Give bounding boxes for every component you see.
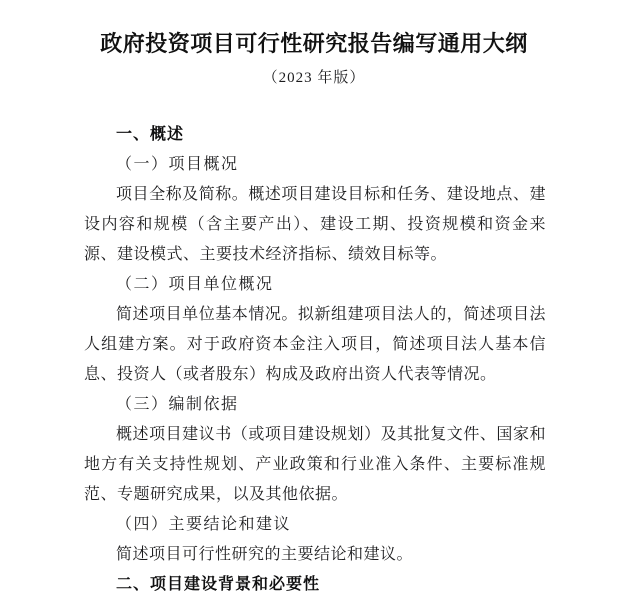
document-title: 政府投资项目可行性研究报告编写通用大纲: [100, 31, 528, 56]
subsection-heading-1-2: （二）项目单位概况: [116, 276, 274, 293]
document-body: [84, 120, 546, 592]
document-subtitle: （2023 年版）: [262, 70, 366, 86]
section-heading-1: 一、概述: [116, 126, 185, 143]
paragraph-1-2: 简述项目单位基本情况。拟新组建项目法人的，简述项目法人组建方案。对于政府资本金注入项目，简述项目法人基本信息、投资人（或者股东）构成及政府出资人代表等情况。: [84, 306, 546, 383]
section-heading-2: 二、项目建设背景和必要性: [116, 576, 321, 592]
subsection-heading-1-1: （一）项目概况: [116, 156, 239, 173]
paragraph-1-3: 概述项目建议书（或项目建设规划）及其批复文件、国家和地方有关支持性规划、产业政策和行业准入条件、主要标准规范、专题研究成果，以及其他依据。: [84, 426, 546, 503]
subsection-heading-1-3: （三）编制依据: [116, 396, 239, 413]
paragraph-1-1: 项目全称及简称。概述项目建设目标和任务、建设地点、建设内容和规模（含主要产出）、建设工期、投资规模和资金来源、建设模式、主要技术经济指标、绩效目标等。: [84, 186, 546, 263]
paragraph-1-4: 简述项目可行性研究的主要结论和建议。: [116, 546, 414, 563]
subsection-heading-1-4: （四）主要结论和建议: [116, 516, 292, 533]
